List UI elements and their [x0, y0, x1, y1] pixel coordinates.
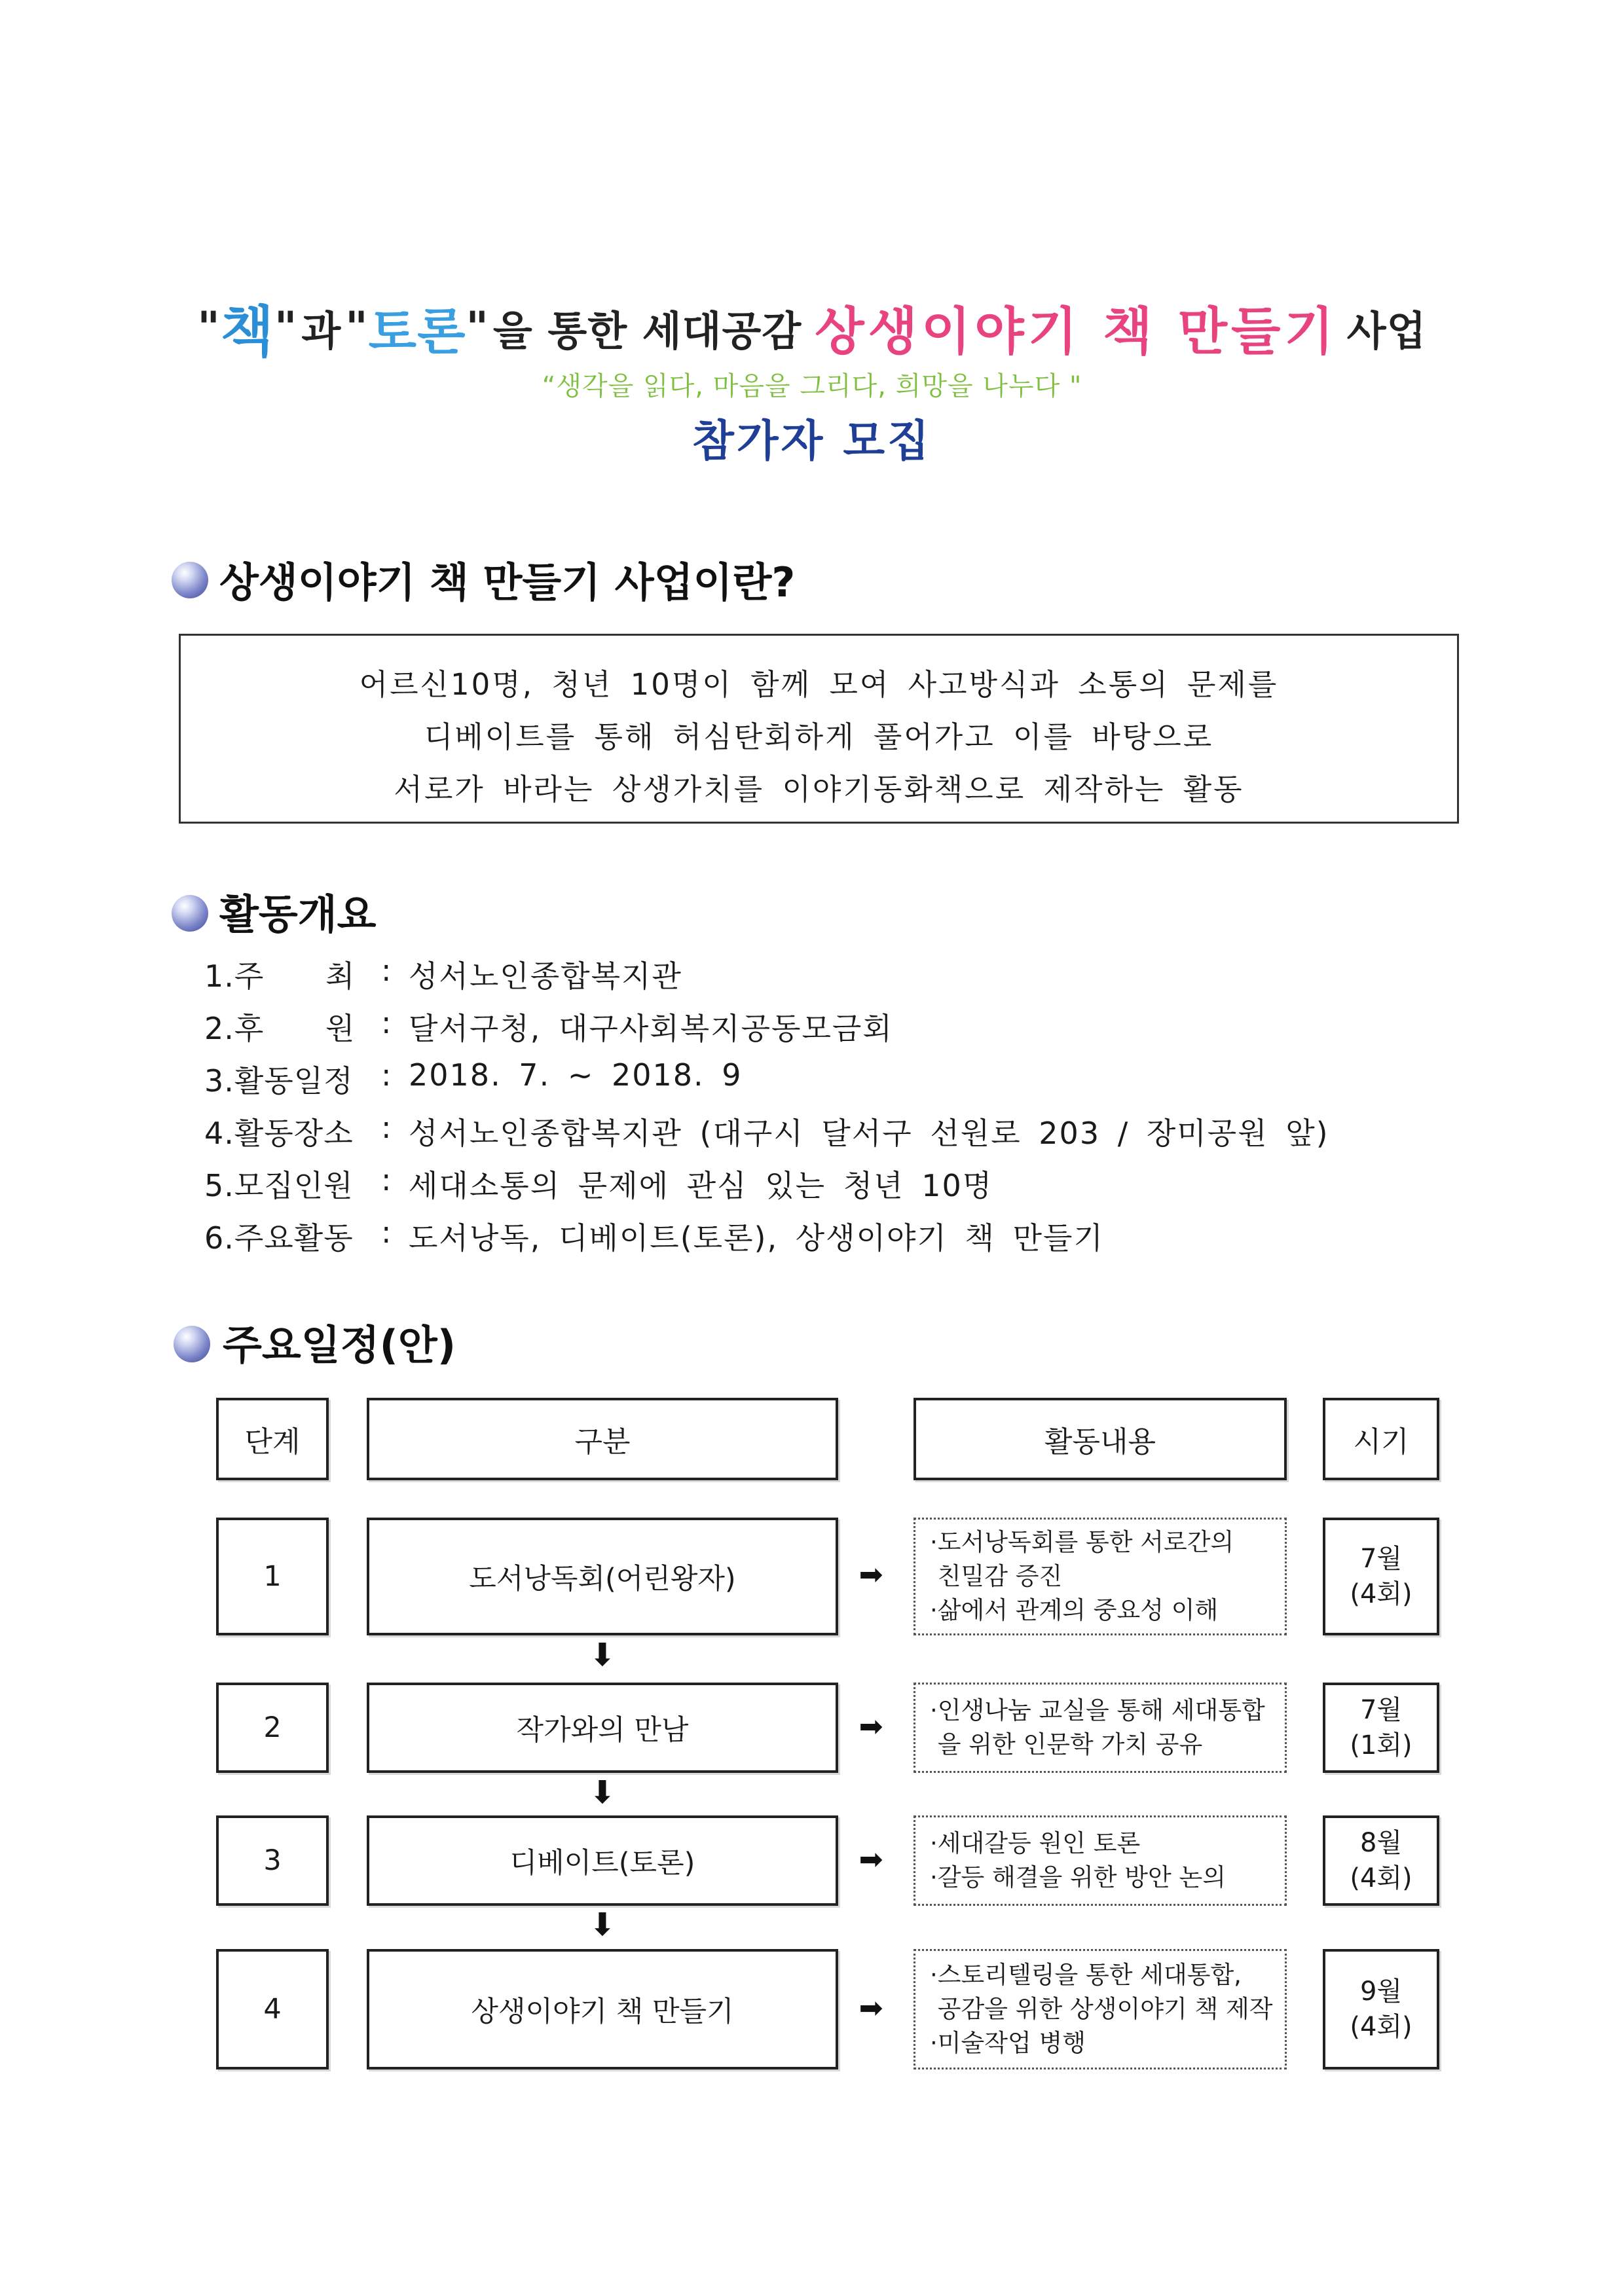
overview-label: 5.모집인원 — [204, 1168, 354, 1203]
content-cell — [913, 1518, 1287, 1635]
recruit-heading: 참가자 모집 — [692, 416, 932, 466]
intro-line-1: 어르신10명, 청년 10명이 함께 모여 사고방식과 소통의 문제를 — [359, 667, 1279, 702]
document-title — [0, 275, 1624, 380]
content-cell — [913, 1815, 1287, 1906]
content-cell — [913, 1683, 1287, 1773]
title-ending: 사업 — [1346, 306, 1427, 355]
content-line: ·미술작업 병행 — [930, 2029, 1086, 2057]
overview-label: 6.주요활동 — [204, 1220, 354, 1256]
overview-colon: : — [381, 1005, 392, 1040]
arrow-down-icon: ⬇ — [589, 1774, 616, 1811]
title-word-debate: 토론 — [368, 302, 466, 361]
category-cell: 작가와의 만남 — [367, 1683, 838, 1773]
stage-cell: 2 — [216, 1683, 329, 1773]
overview-value: 성서노인종합복지관 — [409, 958, 682, 994]
category-cell: 상생이야기 책 만들기 — [367, 1949, 838, 2069]
overview-value: 성서노인종합복지관 (대구시 달서구 선원로 203 / 장미공원 앞) — [409, 1116, 1329, 1151]
content-line: 을 위한 인문학 가치 공유 — [930, 1730, 1203, 1758]
period-month: 8월 — [1359, 1828, 1403, 1858]
title-quote-open: " — [197, 302, 221, 353]
intro-line-2: 디베이트를 통해 허심탄회하게 풀어가고 이를 바탕으로 — [424, 720, 1214, 754]
slogan: “생각을 읽다, 마음을 그리다, 희망을 나누다 " — [542, 371, 1082, 401]
overview-value: 도서낭독, 디베이트(토론), 상생이야기 책 만들기 — [409, 1220, 1104, 1256]
intro-box — [179, 634, 1459, 824]
title-quote-close: " — [274, 302, 298, 353]
title-middle: 을 통한 세대공감 — [492, 306, 802, 355]
section-heading-intro: 상생이야기 책 만들기 사업이란? — [219, 558, 796, 606]
period-cell — [1323, 1949, 1439, 2069]
content-line: ·갈등 해결을 위한 방안 논의 — [930, 1863, 1226, 1891]
content-line: ·인생나눔 교실을 통해 세대통합 — [930, 1696, 1265, 1724]
content-line: ·삶에서 관계의 중요성 이해 — [930, 1596, 1219, 1624]
overview-colon: : — [381, 953, 392, 988]
content-line: 공감을 위한 상생이야기 책 제작 — [930, 1995, 1273, 2023]
period-cell — [1323, 1815, 1439, 1906]
period-count: (4회) — [1350, 1579, 1412, 1609]
arrow-down-icon: ⬇ — [589, 1637, 616, 1673]
arrow-down-icon: ⬇ — [589, 1906, 616, 1943]
period-cell — [1323, 1518, 1439, 1635]
period-month: 7월 — [1359, 1695, 1403, 1725]
overview-value: 세대소통의 문제에 관심 있는 청년 10명 — [409, 1168, 993, 1203]
stage-cell: 4 — [216, 1949, 329, 2069]
period-cell — [1323, 1683, 1439, 1773]
content-line: ·세대갈등 원인 토론 — [930, 1829, 1141, 1857]
title-quote-close-2: " — [466, 302, 489, 353]
sphere-bullet-icon — [172, 562, 208, 598]
sphere-bullet-icon — [172, 895, 208, 932]
title-highlight: 상생이야기 책 만들기 — [815, 302, 1338, 361]
overview-label: 3.활동일정 — [204, 1063, 354, 1099]
header-period: 시기 — [1323, 1398, 1439, 1480]
content-line: 친밀감 증진 — [930, 1562, 1063, 1590]
sphere-bullet-icon — [174, 1326, 210, 1362]
title-word-book: 책 — [220, 299, 274, 364]
overview-colon: : — [381, 1162, 392, 1197]
category-cell: 도서낭독회(어린왕자) — [367, 1518, 838, 1635]
content-line: ·도서낭독회를 통한 서로간의 — [930, 1528, 1234, 1556]
content-line: ·스토리텔링을 통한 세대통합, — [930, 1961, 1242, 1989]
arrow-right-icon: ➡ — [858, 1710, 883, 1743]
category-cell: 디베이트(토론) — [367, 1815, 838, 1906]
header-stage: 단계 — [216, 1398, 329, 1480]
intro-line-3: 서로가 바라는 상생가치를 이야기동화책으로 제작하는 활동 — [394, 772, 1244, 807]
overview-value: 2018. 7. ~ 2018. 9 — [409, 1057, 743, 1093]
period-count: (4회) — [1350, 1863, 1412, 1893]
stage-cell: 1 — [216, 1518, 329, 1635]
arrow-right-icon: ➡ — [858, 1843, 883, 1876]
header-category: 구분 — [367, 1398, 838, 1480]
period-count: (1회) — [1350, 1730, 1412, 1760]
overview-colon: : — [381, 1110, 392, 1145]
stage-cell: 3 — [216, 1815, 329, 1906]
overview-label: 4.활동장소 — [204, 1116, 354, 1151]
overview-value: 달서구청, 대구사회복지공동모금회 — [409, 1011, 893, 1046]
title-conjunction: 과 — [301, 306, 342, 355]
content-cell — [913, 1949, 1287, 2069]
section-heading-overview: 활동개요 — [219, 890, 377, 938]
period-month: 7월 — [1359, 1544, 1403, 1574]
overview-label: 2.후 원 — [204, 1011, 356, 1046]
overview-label: 1.주 최 — [204, 958, 356, 994]
arrow-right-icon: ➡ — [858, 1992, 883, 2025]
section-heading-schedule: 주요일정(안) — [223, 1321, 456, 1369]
arrow-right-icon: ➡ — [858, 1558, 883, 1592]
overview-colon: : — [381, 1214, 392, 1250]
title-quote-open-2: " — [345, 302, 369, 353]
period-month: 9월 — [1359, 1977, 1403, 2007]
period-count: (4회) — [1350, 2012, 1412, 2042]
overview-colon: : — [381, 1057, 392, 1093]
header-content: 활동내용 — [913, 1398, 1287, 1480]
